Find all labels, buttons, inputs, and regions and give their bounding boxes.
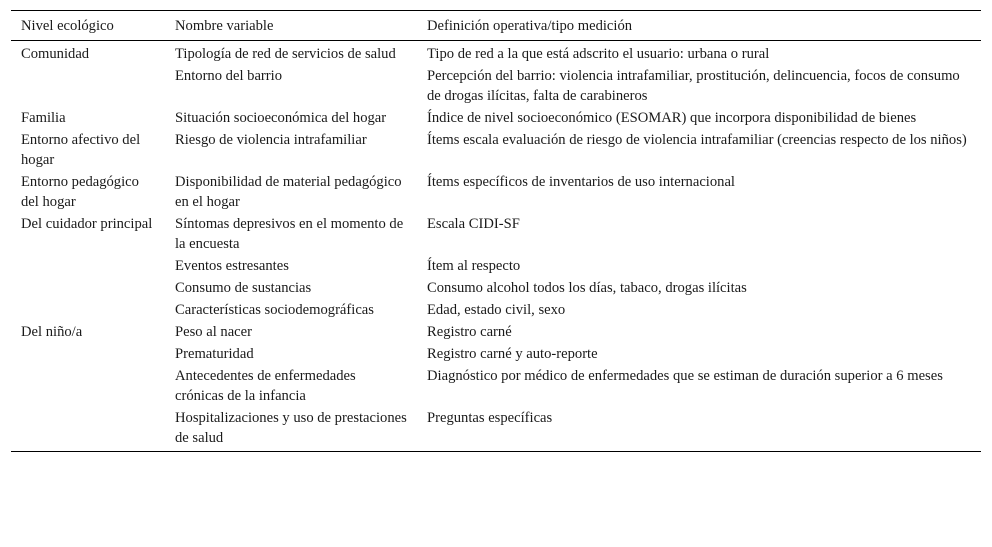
- table-row: [11, 107, 981, 129]
- header-nivel-ecologico: Nivel ecológico: [11, 11, 165, 41]
- cell-variable: Disponibilidad de material pedagógico en el hogar: [175, 174, 402, 210]
- cell-nivel: Comunidad: [21, 46, 90, 62]
- cell-variable: Antecedentes de enfermedades crónicas de la infancia: [175, 368, 356, 404]
- cell-definicion: Diagnóstico por médico de enfermedades que se estiman de duración superior a 6 meses: [427, 368, 943, 384]
- table-row: [11, 299, 981, 321]
- table-row: [11, 255, 981, 277]
- cell-variable: Síntomas depresivos en el momento de la encuesta: [175, 216, 404, 252]
- cell-nivel: [11, 343, 165, 365]
- variables-table: [11, 10, 981, 452]
- cell-nivel: Del niño/a: [21, 324, 83, 340]
- table-container: [11, 10, 981, 452]
- cell-variable: Hospitalizaciones y uso de prestaciones de salud: [165, 407, 417, 452]
- cell-variable: Peso al nacer: [175, 324, 252, 340]
- cell-variable: Prematuridad: [175, 346, 254, 362]
- table-row: [11, 365, 981, 407]
- cell-variable: Entorno del barrio: [175, 68, 282, 84]
- cell-definicion: Escala CIDI-SF: [427, 216, 520, 232]
- cell-variable: Tipología de red de servicios de salud: [175, 46, 396, 62]
- cell-variable: Situación socioeconómica del hogar: [175, 110, 387, 126]
- cell-definicion: Registro carné: [427, 324, 512, 340]
- cell-nivel: Entorno pedagógico del hogar: [21, 174, 139, 210]
- table-row: [11, 171, 981, 213]
- table-row: [11, 65, 981, 107]
- table-row: [11, 321, 981, 343]
- header-definicion-operativa: Definición operativa/tipo medición: [417, 11, 981, 41]
- table-row: [11, 343, 981, 365]
- cell-variable: Consumo de sustancias: [175, 280, 312, 296]
- cell-nivel: [11, 407, 165, 452]
- header-row: [11, 11, 981, 41]
- table-row: [11, 41, 981, 66]
- cell-variable: Riesgo de violencia intrafamiliar: [175, 132, 367, 148]
- table-row: [11, 213, 981, 255]
- cell-nivel: Del cuidador principal: [21, 216, 153, 232]
- cell-definicion: Registro carné y auto-reporte: [427, 346, 598, 362]
- cell-definicion: Ítems específicos de inventarios de uso internacional: [427, 174, 735, 190]
- cell-definicion: Preguntas específicas: [417, 407, 981, 452]
- cell-nivel: [11, 299, 165, 321]
- cell-definicion: Percepción del barrio: violencia intrafamiliar, prostitución, delincuencia, focos de consumo de drogas ilícitas, falta de carabineros: [427, 68, 960, 104]
- table-row: [11, 277, 981, 299]
- cell-nivel: Entorno afectivo del hogar: [21, 132, 141, 168]
- header-nombre-variable: Nombre variable: [165, 11, 417, 41]
- cell-definicion: Tipo de red a la que está adscrito el usuario: urbana o rural: [427, 46, 770, 62]
- cell-definicion: Ítem al respecto: [427, 258, 521, 274]
- cell-variable: Características sociodemográficas: [175, 302, 374, 318]
- cell-nivel: [11, 255, 165, 277]
- cell-nivel: [11, 365, 165, 407]
- cell-nivel: [11, 65, 165, 107]
- cell-nivel: [11, 277, 165, 299]
- cell-definicion: Edad, estado civil, sexo: [427, 302, 566, 318]
- cell-variable: Eventos estresantes: [175, 258, 289, 274]
- cell-definicion: Consumo alcohol todos los días, tabaco, drogas ilícitas: [427, 280, 747, 296]
- table-row: [11, 407, 981, 452]
- table-row: [11, 129, 981, 171]
- cell-definicion: Índice de nivel socioeconómico (ESOMAR) que incorpora disponibilidad de bienes: [427, 110, 917, 126]
- cell-nivel: Familia: [21, 110, 66, 126]
- cell-definicion: Ítems escala evaluación de riesgo de violencia intrafamiliar (creencias respecto de los niños): [427, 132, 967, 148]
